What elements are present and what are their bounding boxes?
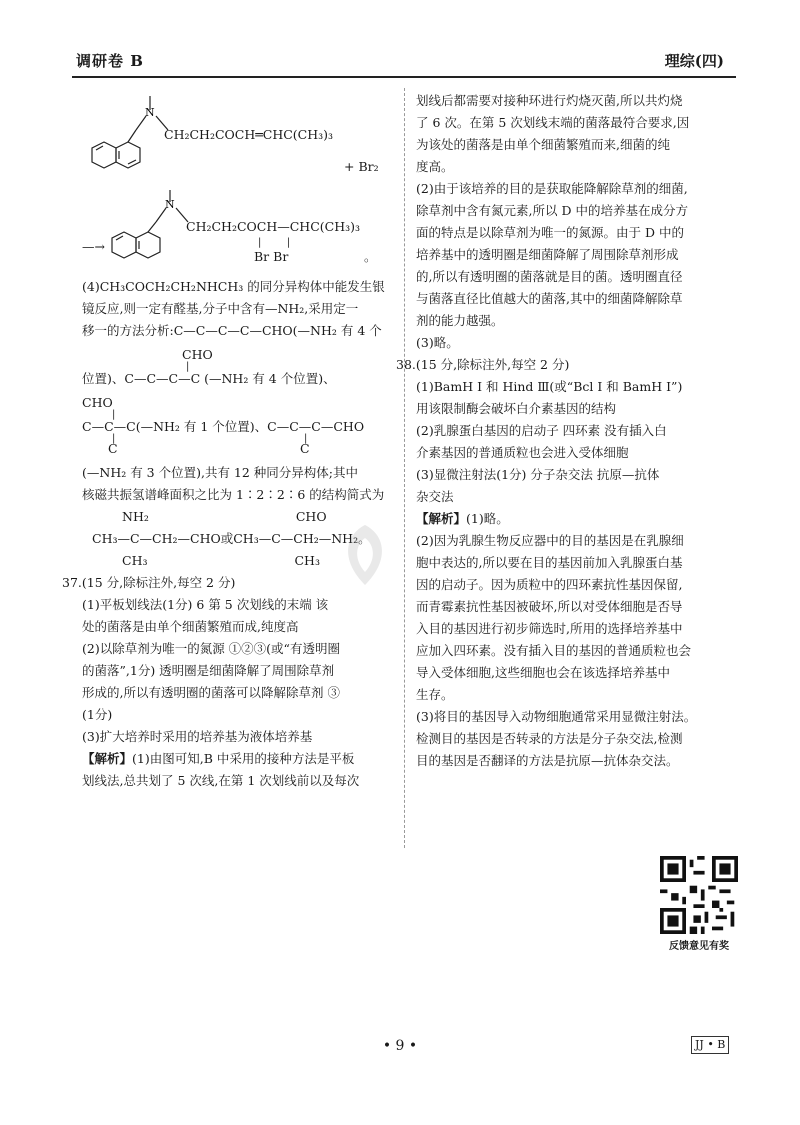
- r-line-11: 剂的能力越强。: [416, 313, 504, 328]
- product-end-mark: 。: [364, 249, 377, 264]
- q36-4-line-a: (4)CH₃COCH₂CH₂NHCH₃ 的同分异构体中能发生银: [82, 279, 385, 294]
- product-bromines: Br Br: [254, 249, 289, 264]
- explanation-label: 【解析】: [82, 751, 133, 766]
- q38-ans-4: 介素基因的普通质粒也会进入受体细胞: [416, 445, 629, 460]
- formula-bottom-row: CH₃ CH₃: [122, 553, 320, 568]
- r-line-6: 除草剂中含有氮元素,所以 D 中的培养基在成分方: [416, 203, 688, 218]
- q38-explanation-3: 胞中表达的,所以要在目的基因前加入乳腺蛋白基: [416, 555, 683, 570]
- q36-4-line-b: 镜反应,则一定有醛基,分子中含有—NH₂,采用定一: [82, 301, 359, 316]
- q38-explanation-1: [416, 508, 736, 530]
- q37-ans-4: 的菌落”,1分) 透明圈是细菌降解了周围除草剂: [82, 663, 335, 678]
- formula-main-row: CH₃—C—CH₂—CHO或CH₃—C—CH₂—NH₂。: [92, 531, 371, 546]
- r-line-1: 划线后都需要对接种环进行灼烧灭菌,所以共灼烧: [416, 93, 683, 108]
- header-divider: [72, 76, 736, 78]
- isomer-structure-2: CHO | 位置)、C—C—C—C (—NH₂ 有 4 个位置)、: [82, 342, 394, 392]
- q38-explanation-11: 检测目的基因是否转录的方法是分子杂交法,检测: [416, 731, 683, 746]
- q37-ans-6: (1分): [82, 707, 113, 722]
- q38-explanation-2: (2)因为乳腺生物反应器中的目的基因是在乳腺细: [416, 533, 684, 548]
- isomer-3-branch: C: [108, 441, 118, 456]
- q38-ans-1: (1)BamH Ⅰ 和 Hind Ⅲ(或“Bcl Ⅰ 和 BamH Ⅰ”): [416, 379, 683, 394]
- reactant-structure: [82, 90, 394, 186]
- isomer-3-line: C—C—C(—NH₂ 有 1 个位置)、C—C—C—CHO: [82, 419, 365, 434]
- svg-text:N: N: [145, 106, 155, 119]
- page-number: • 9 •: [382, 1038, 418, 1054]
- q38-explanation-9: 生存。: [416, 687, 454, 702]
- paper-code-badge: JJ • B: [691, 1036, 729, 1054]
- column-divider: [404, 88, 405, 848]
- q37-ans-1: (1)平板划线法(1分) 6 第 5 次划线的末端 该: [82, 597, 329, 612]
- q38-ans-2: 用该限制酶会破坏白介素基因的结构: [416, 401, 617, 416]
- q37-explanation-2: 划线法,总共划了 5 次线,在第 1 次划线前以及每次: [82, 773, 360, 788]
- qr-caption: 反馈意见有奖: [669, 941, 729, 952]
- r-line-7: 面的特点是以除草剂为唯一的氮源。由于 D 中的: [416, 225, 684, 240]
- r-line-9: 的,所以有透明圈的菌落就是目的菌。透明圈直径: [416, 269, 683, 284]
- isomer-structure-3: CHO | C—C—C(—NH₂ 有 1 个位置)、C—C—C—CHO | C | C: [82, 392, 394, 462]
- q38-explanation-7: 应加入四环素。没有插入目的基因的普通质粒也会: [416, 643, 692, 658]
- r-line-12: (3)略。: [416, 335, 459, 350]
- product-naphthalene-drawing: [82, 186, 192, 276]
- formula-top-row: NH₂ CHO: [122, 509, 327, 524]
- q37-title: 37.(15 分,除标注外,每空 2 分): [62, 575, 236, 590]
- watermark-logo: [330, 520, 400, 590]
- q37-explanation-1-text: (1)由图可知,B 中采用的接种方法是平板: [132, 751, 355, 766]
- r-line-10: 与菌落直径比值越大的菌落,其中的细菌降解除草: [416, 291, 683, 306]
- q37-ans-5: 形成的,所以有透明圈的菌落可以降解除草剂 ③: [82, 685, 340, 700]
- r-line-3: 为该处的菌落是由单个细菌繁殖而来,细菌的纯: [416, 137, 670, 152]
- explanation-label: 【解析】: [416, 511, 467, 526]
- right-column: [396, 90, 736, 772]
- q38-explanation-5: 而青霉素抗性基因被破坏,所以对受体细胞是否导: [416, 599, 683, 614]
- q36-4-line-c: 移一的方法分析:C—C—C—C—CHO(—NH₂ 有 4 个: [82, 323, 382, 338]
- isomer-3-cho: CHO: [82, 395, 113, 410]
- header-title: 调研卷 B: [76, 52, 144, 70]
- product-structure: N —→ CH₂CH₂COCH—CHC(CH₃)₃ | | Br Br 。: [82, 186, 394, 276]
- q38-ans-6: 杂交法: [416, 489, 454, 504]
- r-line-4: 度高。: [416, 159, 454, 174]
- r-line-8: 培养基中的透明圈是细菌降解了周围除草剂形成: [416, 247, 679, 262]
- q38-ans-3: (2)乳腺蛋白基因的启动子 四环素 没有插入白: [416, 423, 667, 438]
- q38-explanation-12: 目的基因是否翻译的方法是抗原—抗体杂交法。: [416, 753, 679, 768]
- r-line-5: (2)由于该培养的目的是获取能降解除草剂的细菌,: [416, 181, 688, 196]
- q38-explanation-6: 入目的基因进行初步筛选时,所用的选择培养基中: [416, 621, 683, 636]
- q36-4-line-d: (—NH₂ 有 3 个位置),共有 12 种同分异构体;其中: [82, 465, 359, 480]
- q38-explanation-8: 导入受体细胞,这些细胞也会在该选择培养基中: [416, 665, 670, 680]
- q38-explanation-1-text: (1)略。: [466, 511, 509, 526]
- svg-text:N: N: [165, 198, 175, 211]
- q37-ans-7: (3)扩大培养时采用的培养基为液体培养基: [82, 729, 313, 744]
- isomer-2-cho: CHO: [182, 347, 213, 362]
- bromine-reagent: + Br₂: [344, 159, 379, 174]
- reactant-chain: CH₂CH₂COCH═CHC(CH₃)₃: [164, 127, 334, 142]
- product-chain: CH₂CH₂COCH—CHC(CH₃)₃: [186, 219, 360, 234]
- q36-4-line-e: 核磁共振氢谱峰面积之比为 1∶2∶2∶6 的结构简式为: [82, 487, 385, 502]
- q38-explanation-4: 因的启动子。因为质粒中的四环素抗性基因保留,: [416, 577, 683, 592]
- reaction-arrow: —→: [82, 239, 105, 254]
- left-column: [62, 90, 394, 792]
- q37-ans-2: 处的菌落是由单个细菌繁殖而成,纯度高: [82, 619, 299, 634]
- feedback-qr-code[interactable]: [660, 856, 738, 934]
- q37-explanation-1: [82, 748, 394, 770]
- r-line-2: 了 6 次。在第 5 次划线末端的菌落最符合要求,因: [416, 115, 690, 130]
- q38-ans-5: (3)显微注射法(1分) 分子杂交法 抗原—抗体: [416, 467, 660, 482]
- header-subject: 理综(四): [664, 52, 724, 70]
- q37-ans-3: (2)以除草剂为唯一的氮源 ①②③(或“有透明圈: [82, 641, 340, 656]
- q38-title: 38.(15 分,除标注外,每空 2 分): [396, 357, 570, 372]
- isomer-2-line: 位置)、C—C—C—C (—NH₂ 有 4 个位置)、: [82, 371, 336, 386]
- q38-explanation-10: (3)将目的基因导入动物细胞通常采用显微注射法。: [416, 709, 697, 724]
